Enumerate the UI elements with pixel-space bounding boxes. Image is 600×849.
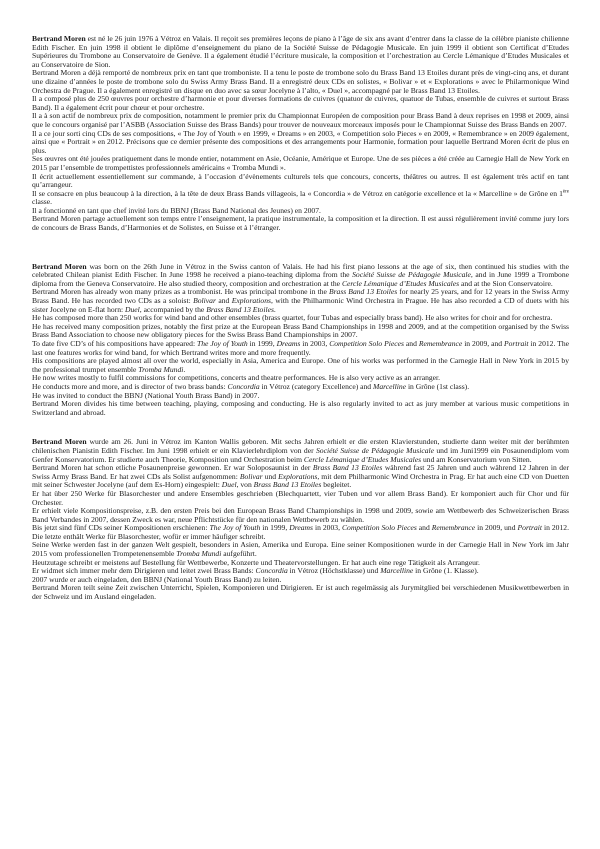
paragraph [32, 155, 569, 172]
text-run: , and in June 1999 a Trombone diploma from the Geneva Conservatoire. He also studied theory, composition and orchestration at the [32, 270, 569, 288]
text-run: in 2012. The last one features works for wind band, for which Bertrand writes more and more frequently. [32, 339, 569, 357]
text-run: Portrait [504, 339, 529, 348]
text-run: Bertrand Moren [32, 261, 87, 271]
paragraph [32, 190, 569, 207]
text-run: Bertrand Moren [32, 34, 86, 43]
paragraph [32, 438, 569, 464]
text-run: Er erhielt viele Kompositionspreise, z.B. den ersten Preis bei den European Brass Band Championships in 1998 und 2009, sowie am Wettbewerb des Schweizerischen Brass Band Verbandes in 2007, dessen Zweck es war, neue Pflichtstücke für den nationalen Wettbewerb zu wählen. [32, 506, 569, 524]
text-run: in 2003, [313, 523, 342, 533]
text-run: , mit dem Philharmonic Wind Orchestra in Prag. Er hat auch eine CD von Duetten mit seiner Schwester Jocelyne (auf dem Es-Horn) eingespielt: [32, 471, 570, 490]
text-run: in Vétroz (category Excellence) and [259, 381, 373, 391]
text-run: Tromba Mundi [138, 364, 184, 374]
text-run: He conducts more and more, and is director of two brass bands: [32, 381, 228, 391]
text-run: classe. [32, 197, 53, 207]
text-run: Brass Band 13 Etoiles [206, 304, 274, 314]
text-run: Il a composé plus de 250 œuvres pour orchestre d’harmonie et pour diverses formations de cuivres (quatuor de cuivres, quatuor de Tubas, ensemble de cuivres et surtout Brass Band). Il a également écrit pour chœur et pour orchestre. [32, 94, 569, 112]
section-biography-german [32, 438, 569, 601]
text-run: Remembrance [418, 339, 463, 348]
text-run: est né le 26 juin 1976 à Vétroz en Valais. Il reçoit ses premières leçons de piano à l’âge de six ans avant d’entrer dans la classe de la célèbre pianiste chilienne Edith Fischer. En juin 1998 il obtient le diplôme d’enseignement du piano de la Société Suisse de Pédagogie Musicale. En juin 1999 il obtient son Certificat d’Etudes Supérieures du Trombone au Conservatoire de Genève. Il a également étudié l’écriture musicale, la composition et l’orchestration au Cercle Lémanique d’Etudes Musicales et au Conservatoire de Sion. [32, 34, 570, 69]
text-run: Brass Band 13 Etoiles [253, 480, 322, 490]
text-run: , accompanied by the [139, 304, 207, 314]
text-run: Competition Solo Pieces [329, 339, 404, 348]
text-run: 2007 wurde er auch eingeladen, den BBNJ (National Youth Brass Band) zu leiten. [32, 574, 282, 584]
text-run: in 2012. Die letzte enthält Werke für Blasorchester, wofür er immer häufiger schreibt. [32, 523, 569, 541]
text-run: Il a à son actif de nombreux prix de composition, notamment le premier prix du Championnat Européen de composition pour Brass Band à deux reprises en 1998 et 2009, ainsi que le concours organisé par l’ASBB (Association Suisse des Brass Bands) pour trouver de nouveaux morceaux imposés pour le Championnat Suisse des Brass Bands en 2007. [32, 111, 569, 129]
text-run: Bertrand Moren divides his time between teaching, playing, composing and conducting. He is also regularly invited to act as jury member at various music competitions in Switzerland and abroad. [32, 399, 569, 417]
text-run: in Grône (1. Klasse). [413, 566, 479, 576]
text-run: Il se consacre en plus beaucoup à la direction, à la tête de deux Brass Bands villageois, la « Concordia » de Vétroz en catégorie excellence et la « Marcelline » de Grône en 1 [32, 188, 563, 198]
paragraph [32, 490, 569, 507]
paragraph [32, 112, 569, 129]
paragraph [32, 357, 569, 374]
text-run: Bertrand Moren teilt seine Zeit zwischen Unterricht, Spielen, Komponieren und Dirigieren. Er ist auch regelmässig als Jurymitglied bei verschiedenen Musikwettbewerben in der Schweiz und im Ausland eingeladen. [32, 583, 569, 602]
paragraph [32, 507, 569, 524]
paragraph [32, 95, 569, 112]
paragraph [32, 340, 569, 357]
text-run: Bertrand Moren hat schon etliche Posaunenpreise gewonnen. Er war Soloposaunist in der [32, 463, 313, 473]
text-run: and [215, 296, 232, 306]
section-biography-english [32, 263, 569, 418]
paragraph [32, 35, 569, 69]
text-run: and [416, 523, 432, 533]
text-run: was born on the 26th June in Vétroz in the Swiss canton of Valais. He had his first piano lessons at the age of six, then continued his studies with the celebrated Chilean pianist Edith Fischer. In June 1998 he received a piano-teaching diploma from the [32, 261, 569, 280]
text-run: , with the Philharmonic Wind Orchestra in Prague. He has also recorded a CD of duets with his sister Jocelyne on E-flat horn: [32, 296, 570, 314]
text-run: aufgeführt. [221, 549, 257, 559]
paragraph [32, 288, 569, 314]
text-run: in Grône (1st class). [406, 381, 470, 391]
paragraph [32, 215, 569, 232]
text-run: Duel [125, 304, 140, 314]
text-run: Seine Werke werden fast in der ganzen Welt gespielt, besonders in Asien, Amerika und Europa. Eine seiner Kompositionen wurde in der Carnegie Hall in New York im Jahr 2015 vom professionellen Trompetenensemble [32, 540, 569, 559]
text-run: ère [562, 189, 569, 195]
text-run: Il a ce jour sorti cinq CDs de ses compositions, « The Joy of Youth » en 1999, « Dreams » en 2003, « Competition solo Pieces » en 2009, « Remembrance » en 2009 également, ainsi que « Portrait » en 2012. Précisons que ce dernier présente des compositions et des arrangements pour Harmonie, formation pour laquelle Bertrand Moren écrit de plus en plus. [32, 128, 569, 155]
paragraph [32, 130, 569, 156]
text-run: Brass Band 13 Etoiles [312, 463, 383, 473]
text-run: Société Suisse de Pédagogie Musicale [352, 270, 471, 280]
text-run: Explorations [278, 471, 318, 481]
text-run: Bertrand Moren partage actuellement son temps entre l’enseignement, la pratique instrumentale, la composition et la direction. Il est aussi régulièrement invité comme jury lors de concours de Brass Bands, d’Harmonies et de Solistes, en Suisse et à l’étranger. [32, 214, 569, 233]
text-run: and at the Sion Conservatoire. [459, 278, 553, 288]
text-run: He has received many composition prizes, notably the first prize at the European Brass Band Championships in 1998 and 2009, and at the competition organised by the Swiss Brass Band Association to choose new obligatory pieces for the Swiss Brass Band Championships in 2007. [32, 321, 569, 340]
text-run: Bertrand Moren has already won many prizes as a trombonist. He was principal trombone in the [32, 287, 329, 297]
text-run: Tromba Mundi [176, 549, 222, 559]
text-run: and [403, 339, 419, 348]
text-run: Ses œuvres ont été jouées pratiquement dans le monde entier, notamment en Asie, Océanie, Amérique et Europe. Une de ses pièces a été créée au Carnegie Hall de New York en 2015 par l’ensemble de trompettistes professionnels américains « Tromba Mundi ». [32, 154, 569, 172]
text-run: und am Konservatorium von Sitten. [421, 454, 532, 464]
text-run: . [273, 304, 276, 314]
paragraph [32, 173, 569, 190]
text-run: Dreams [289, 523, 313, 533]
text-run: Competition Solo Pieces [341, 523, 417, 533]
text-run: Duel [221, 480, 237, 490]
text-run: Bertrand Moren a déjà remporté de nombreux prix en tant que tromboniste. Il a tenu le poste de trombone solo du Brass Band 13 Etoiles durant près de vingt-cinq ans, et durant une dizaine d’années le poste de trombone solo du Swiss Army Brass Band. Il a enregistré deux CDs en solistes, « Bolivar » et « Explorations » avec le Philarmonique Wind Orchestra de Prague. Il a également enregistré un disque en duo avec sa sœur Jocelyne à l’alto, « Duel », accompagné par le Brass Band 13 Etoiles. [32, 68, 569, 95]
text-run: in 1999, [247, 339, 277, 348]
paragraph [32, 323, 569, 340]
text-run: To date five CD’s of his compositions have appeared: [32, 339, 198, 348]
text-run: Marcelline [380, 566, 414, 576]
text-run: Explorations [231, 296, 271, 306]
text-run: in 2003, [300, 339, 330, 348]
text-run: begleitet. [321, 480, 352, 490]
text-run: Bertrand Moren [32, 437, 87, 447]
paragraph [32, 69, 569, 95]
text-run: während fast 25 Jahren und auch während 12 Jahren in der Swiss Army Brass Band. Er hat zwei CDs als Solist aufgenommen: [32, 463, 569, 481]
paragraph [32, 464, 569, 490]
text-run: Marcelline [373, 381, 407, 391]
text-run: Heutzutage schreibt er meistens auf Bestellung für Wettbewerbe, Konzerte und Theatervorstellungen. Er hat auch eine rege Tätigkeit als Arrangeur. [32, 557, 480, 567]
text-run: The Joy of Youth [209, 523, 261, 533]
text-run: Er widmet sich immer mehr dem Dirigieren und leitet zwei Brass Bands: [32, 566, 256, 576]
text-run: His compositions are played almost all over the world, especially in Asia, America and Europe. One of his works was performed in the Carnegie Hall in New York in 2015 by the professional trumpet ensemble [32, 356, 569, 374]
paragraph [32, 263, 569, 289]
paragraph [32, 541, 569, 558]
text-run: He has composed more than 250 works for wind band and other ensembles (brass quartet, four Tubas and especially brass band). He also writes for choir and for orchestra. [32, 313, 553, 323]
text-run: Brass Band 13 Etoiles [328, 287, 398, 297]
text-run: The Joy of Youth [197, 339, 248, 348]
text-run: for nearly 25 years, and for 12 years in the Swiss Army Brass Band. He has recorded two CDs as a soloist: [32, 287, 569, 306]
text-run: Concordia [227, 381, 260, 391]
paragraph [32, 584, 569, 601]
text-run: in 1999, [260, 523, 290, 533]
text-run: in Vétroz (Höchstklasse) und [287, 566, 381, 576]
text-run: und [262, 471, 279, 481]
text-run: Il a fonctionné en tant que chef invité lors du BBNJ (Brass Band National des Jeunes) en 2007. [32, 205, 321, 215]
text-run: Er hat über 250 Werke für Blasorchester und andere Ensembles geschrieben (Blechquartett, vier Tuben und vor allem Brass Band). Er komponiert auch für Chor und für Orchester. [32, 488, 569, 507]
paragraph [32, 400, 569, 417]
text-run: Concordia [255, 566, 288, 576]
text-run: Il écrit actuellement essentiellement sur commande, à l’occasion d’évènements culturels tels que concours, concerts, théâtres ou autres. Il est également très actif en tant qu’arrangeur. [32, 171, 569, 190]
text-run: Remembrance [431, 523, 476, 533]
text-run: Bis jetzt sind fünf CDs seiner Kompositionen erschienen: [32, 523, 210, 533]
text-run: in 2009, and [462, 339, 504, 348]
text-run: He now writes mostly to fulfil commissions for competitions, concerts and theatre performances. He is also very active as an arranger. [32, 373, 441, 383]
text-run: Bolivar [193, 296, 216, 306]
text-run: Bolivar [239, 471, 263, 481]
text-run: , von [236, 480, 254, 490]
text-run: wurde am 26. Juni in Vétroz im Kanton Wallis geboren. Mit sechs Jahren erhielt er die ersten Klavierstunden, studierte dann weiter mit der berühmten chilenischen Pianistin Edith Fischer. Im Juni 1998 erhielt er ein Klavierlehrdiplom von der [32, 437, 569, 455]
text-run: . [183, 364, 186, 374]
text-run: in 2009, und [475, 523, 518, 533]
text-run: und im Juni1999 ein Posaunendiplom vom Genfer Konservatorium. Er studierte auch Theorie, Komposition und Orchestration beim [32, 445, 569, 464]
text-run: Portrait [517, 523, 542, 533]
text-run: He was invited to conduct the BBNJ (National Youth Brass Band) in 2007. [32, 390, 260, 400]
paragraph [32, 524, 569, 541]
section-biography-french [32, 35, 569, 233]
text-run: Cercle Lémanique d’Etudes Musicales [303, 454, 422, 464]
text-run: Société Suisse de Pédagogie Musicale [316, 445, 434, 455]
text-run: Cercle Lémanique d’Etudes Musicales [341, 278, 460, 288]
text-run: Dreams [276, 339, 301, 348]
